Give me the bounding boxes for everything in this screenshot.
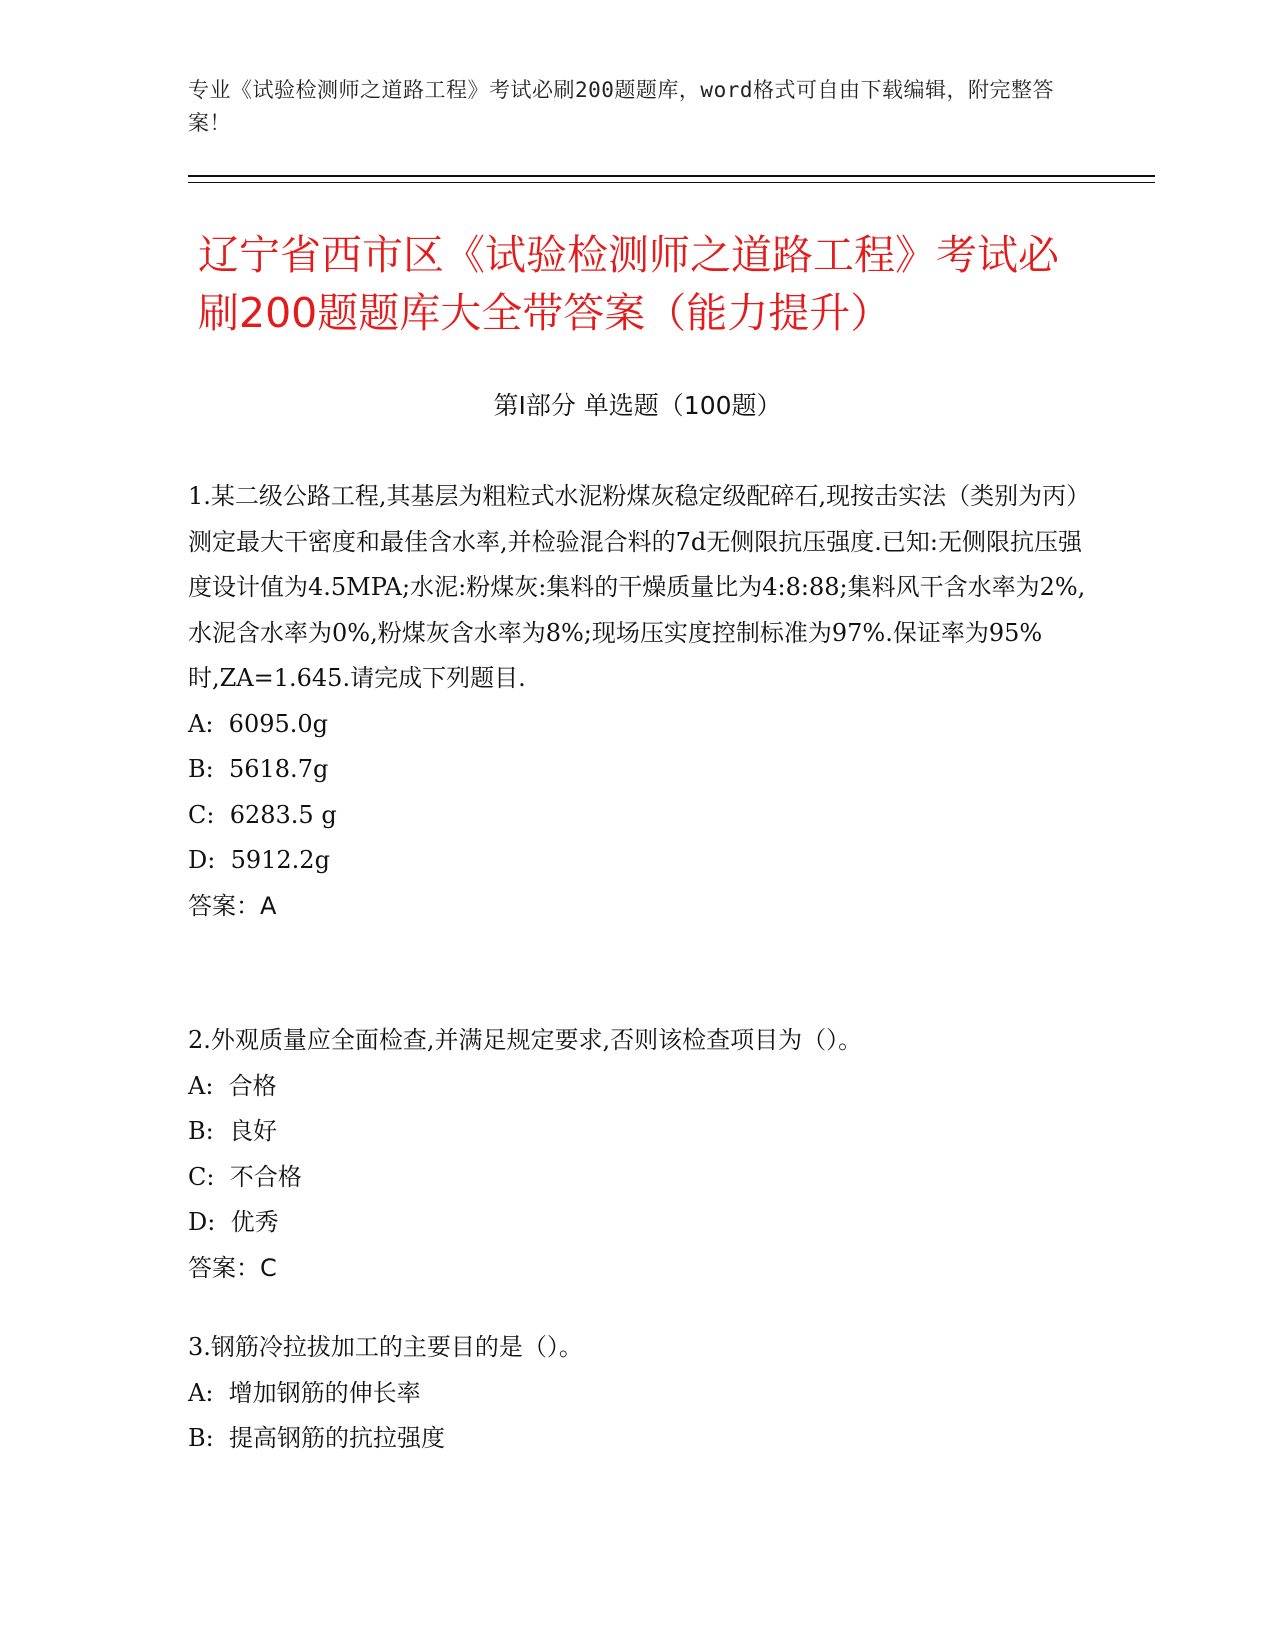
answer-line: 答案：A: [188, 891, 277, 920]
option-b: B: 提高钢筋的抗拉强度: [188, 1424, 445, 1452]
option-d: D: 优秀: [188, 1208, 279, 1236]
header-rule-thin: [188, 182, 1155, 183]
option-a: A: 合格: [188, 1071, 277, 1100]
option-c: C: 6283.5 g: [188, 800, 337, 829]
question-2: [188, 1018, 1088, 1291]
header-rule-thick: [188, 175, 1155, 177]
question-1: [188, 474, 1088, 929]
option-a: A: 增加钢筋的伸长率: [188, 1378, 421, 1407]
option-b: B: 良好: [188, 1117, 277, 1145]
answer-line: 答案：C: [188, 1253, 277, 1282]
question-3: [188, 1325, 1088, 1462]
question-stem: 1.某二级公路工程,其基层为粗粒式水泥粉煤灰稳定级配碎石,现按击实法（类别为丙）测定最大干密度和最佳含水率,并检验混合料的7d无侧限抗压强度.已知:无侧限抗压强度设计值为4.5MPA;水泥:粉煤灰:集料的干燥质量比为4:8:88;集料风干含水率为2%,水泥含水率为0%,粉煤灰含水率为8%;现场压实度控制标准为97%.保证率为95%时,ZA=1.645.请完成下列题目.: [188, 482, 1086, 692]
header-note: 专业《试验检测师之道路工程》考试必刷200题题库，word格式可自由下载编辑，附完整答案！: [188, 78, 1054, 135]
question-stem: 3.钢筋冷拉拔加工的主要目的是（）。: [188, 1333, 583, 1361]
option-b: B: 5618.7g: [188, 755, 329, 783]
question-stem: 2.外观质量应全面检查,并满足规定要求,否则该检查项目为（）。: [188, 1026, 863, 1054]
option-a: A: 6095.0g: [188, 709, 329, 738]
option-d: D: 5912.2g: [188, 846, 330, 874]
document-title: 辽宁省西市区《试验检测师之道路工程》考试必刷200题题库大全带答案（能力提升）: [198, 231, 1059, 337]
section-heading: 第I部分 单选题（100题）: [493, 391, 782, 420]
option-c: C: 不合格: [188, 1162, 302, 1191]
